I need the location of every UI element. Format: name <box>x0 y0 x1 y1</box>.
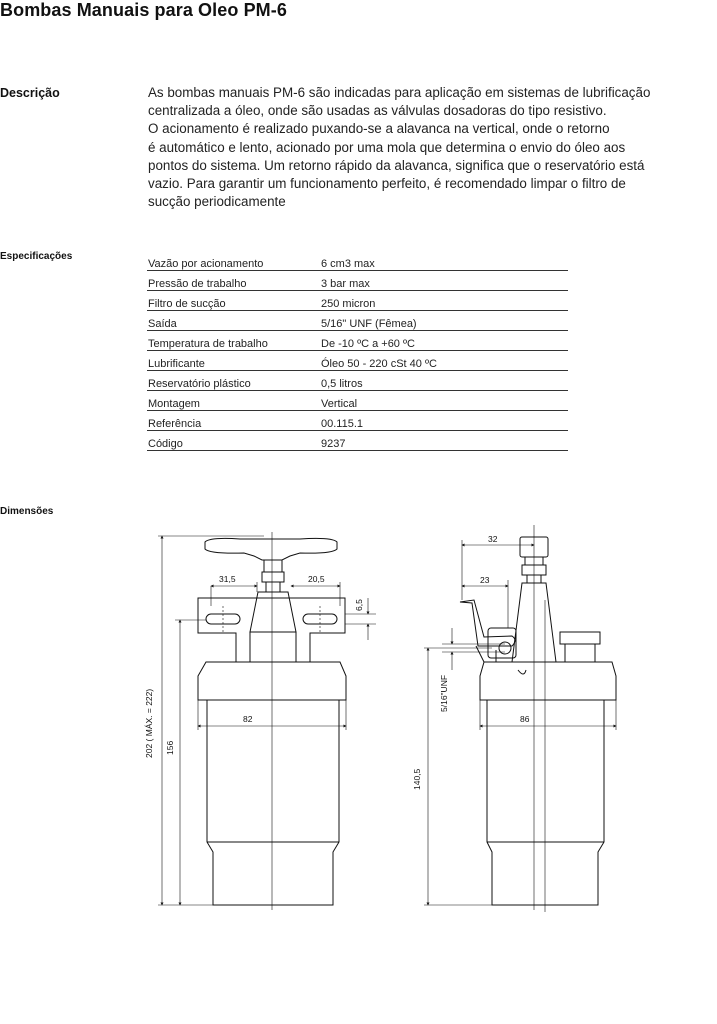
front-dim-20-5 <box>291 582 340 606</box>
side-dim-unf-label: 5/16"UNF <box>439 674 449 712</box>
side-dim-unf <box>442 628 505 670</box>
spec-label: Reservatório plástico <box>147 371 320 391</box>
spec-value: 00.115.1 <box>320 411 568 431</box>
front-dim-202-label: 202 ( MÁX. = 222) <box>144 688 154 758</box>
spec-value: 0,5 litros <box>320 371 568 391</box>
spec-value: 5/16" UNF (Fêmea) <box>320 311 568 331</box>
dimensions-heading: Dimensões <box>0 506 54 517</box>
spec-value: 6 cm3 max <box>320 251 568 271</box>
spec-label: Montagem <box>147 391 320 411</box>
front-dim-31-5-label: 31,5 <box>219 574 236 584</box>
spec-label: Vazão por acionamento <box>147 251 320 271</box>
description-line: sucção periodicamente <box>148 194 286 210</box>
description-line: O acionamento é realizado puxando-se a alavanca na vertical, onde o retorno <box>148 121 610 137</box>
side-dim-86-label: 86 <box>520 714 530 724</box>
specifications-heading: Especificações <box>0 251 73 262</box>
front-dim-6-5-label: 6,5 <box>354 599 364 611</box>
side-dim-32-label: 32 <box>488 534 498 544</box>
front-dim-82-label: 82 <box>243 714 253 724</box>
page-title: Bombas Manuais para Oleo PM-6 <box>0 0 287 20</box>
spec-label: Temperatura de trabalho <box>147 331 320 351</box>
side-dim-23-label: 23 <box>480 575 490 585</box>
spec-value: 3 bar max <box>320 271 568 291</box>
spec-label: Filtro de sucção <box>147 291 320 311</box>
spec-value: De -10 ºC a +60 ºC <box>320 331 568 351</box>
description-line: centralizada a óleo, onde são usadas as válvulas dosadoras do tipo resistivo. <box>148 103 607 119</box>
description-line: As bombas manuais PM-6 são indicadas para aplicação em sistemas de lubrificação <box>148 85 651 100</box>
spec-label: Pressão de trabalho <box>147 271 320 291</box>
spec-value: 250 micron <box>320 291 568 311</box>
description-line: vazio. Para garantir um funcionamento perfeito, é recomendado limpar o filtro de <box>148 176 626 192</box>
spec-value: 9237 <box>320 431 568 451</box>
front-dim-156-label: 156 <box>165 740 175 755</box>
front-dim-156 <box>175 620 206 905</box>
spec-label: Saída <box>147 311 320 331</box>
spec-value: Vertical <box>320 391 568 411</box>
side-dim-86 <box>480 700 616 730</box>
side-dim-32 <box>462 540 534 600</box>
side-dim-140-5 <box>424 648 492 905</box>
front-dim-20-5-label: 20,5 <box>308 574 325 584</box>
side-view-pump <box>460 537 616 905</box>
spec-label: Código <box>147 431 320 451</box>
description-line: é automático e lento, acionado por uma mola que determina o envio do óleo aos <box>148 139 626 155</box>
side-dim-23 <box>462 580 508 628</box>
side-dim-140-5-label: 140,5 <box>412 768 422 790</box>
description-line: pontos do sistema. Um retorno rápido da alavanca, significa que o reservatório está <box>148 157 645 173</box>
description-heading: Descrição <box>0 86 60 100</box>
spec-label: Lubrificante <box>147 351 320 371</box>
front-dim-31-5 <box>211 582 257 606</box>
spec-value: Óleo 50 - 220 cSt 40 ºC <box>320 351 568 371</box>
spec-label: Referência <box>147 411 320 431</box>
